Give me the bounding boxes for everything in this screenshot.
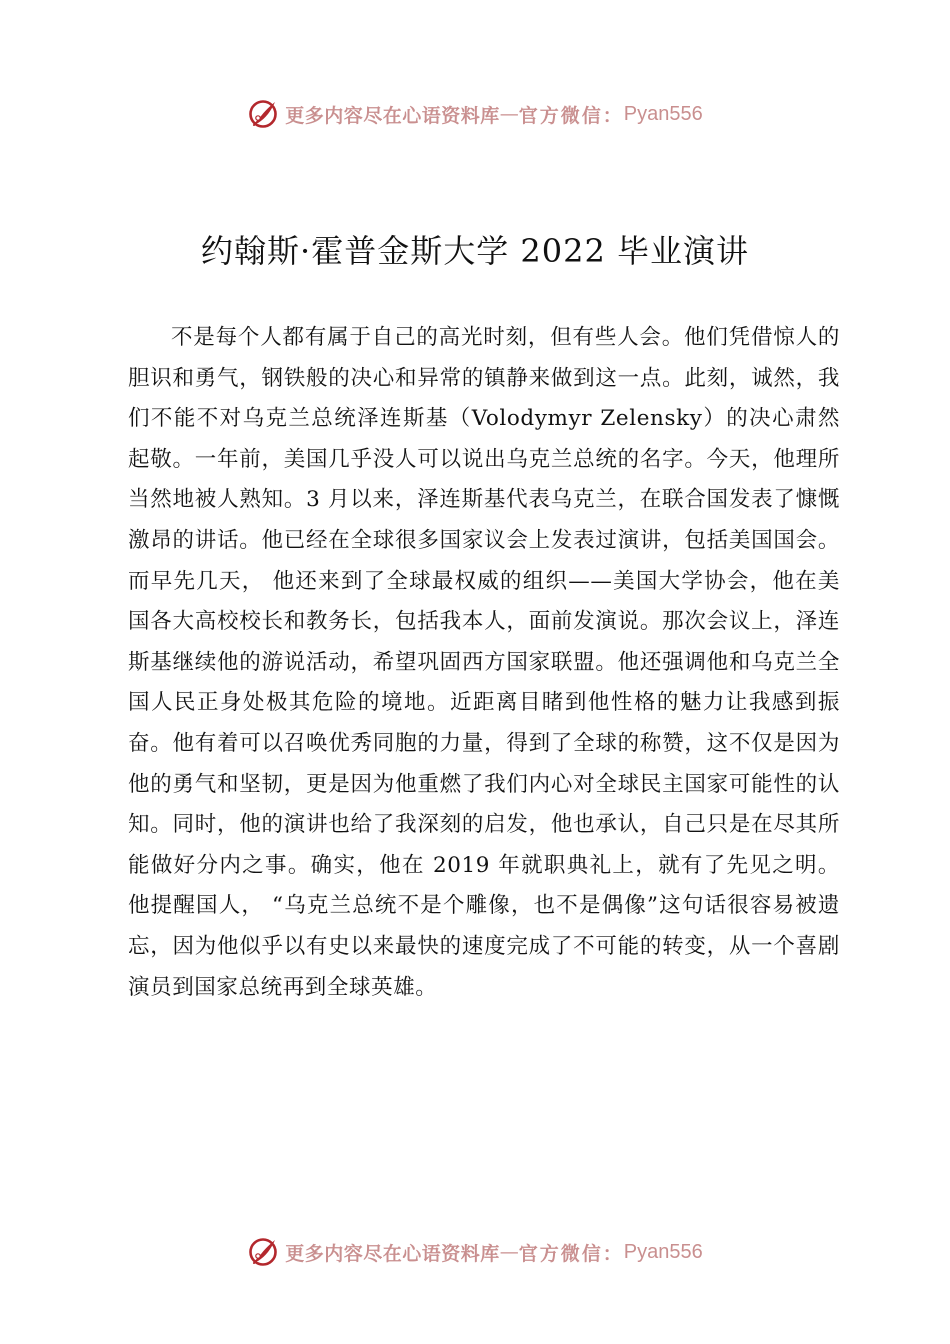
quill-logo-icon bbox=[247, 1236, 279, 1268]
header-wechat-id: Pyan556 bbox=[623, 102, 703, 125]
header-banner bbox=[0, 94, 950, 134]
footer-wechat-id: Pyan556 bbox=[623, 1240, 703, 1263]
footer-banner bbox=[0, 1232, 950, 1272]
document-title: 约翰斯·霍普金斯大学 2022 毕业演讲 bbox=[201, 232, 749, 270]
header-banner-separator: — bbox=[499, 103, 519, 125]
body-paragraph: 不是每个人都有属于自己的高光时刻，但有些人会。他们凭借惊人的胆识和勇气，钢铁般的决心和异常的镇静来做到这一点。此刻，诚然，我们不能不对乌克兰总统泽连斯基（Volodymyr Zelensky）的决心肃然起敬。一年前，美国几乎没人可以说出乌克兰总统的名字。今天，他理所当然地被人熟知。3 月以来，泽连斯基代表乌克兰，在联合国发表了慷慨激昂的讲话。他已经在全球很多国家议会上发表过演讲，包括美国国会。而早先几天， 他还来到了全球最权威的组织——美国大学协会，他在美国各大高校校长和教务长，包括我本人，面前发演说。那次会议上，泽连斯基继续他的游说活动，希望巩固西方国家联盟。他还强调他和乌克兰全国人民正身处极其危险的境地。近距离目睹到他性格的魅力让我感到振奋。他有着可以召唤优秀同胞的力量，得到了全球的称赞，这不仅是因为他的勇气和坚韧，更是因为他重燃了我们内心对全球民主国家可能性的认知。同时，他的演讲也给了我深刻的启发，他也承认，自己只是在尽其所能做好分内之事。确实，他在 2019 年就职典礼上，就有了先见之明。他提醒国人， “乌克兰总统不是个雕像，也不是偶像”这句话很容易被遗忘，因为他似乎以有史以来最快的速度完成了不可能的转变，从一个喜剧演员到国家总统再到全球英雄。 bbox=[128, 325, 840, 1000]
quill-logo-icon bbox=[247, 98, 279, 130]
footer-banner-separator: — bbox=[499, 1241, 519, 1263]
footer-wechat-label: 官方微信： bbox=[518, 1242, 624, 1265]
footer-banner-text: 更多内容尽在心语资料库 bbox=[285, 1242, 500, 1265]
header-wechat-label: 官方微信： bbox=[518, 104, 624, 127]
header-banner-text: 更多内容尽在心语资料库 bbox=[285, 104, 500, 127]
